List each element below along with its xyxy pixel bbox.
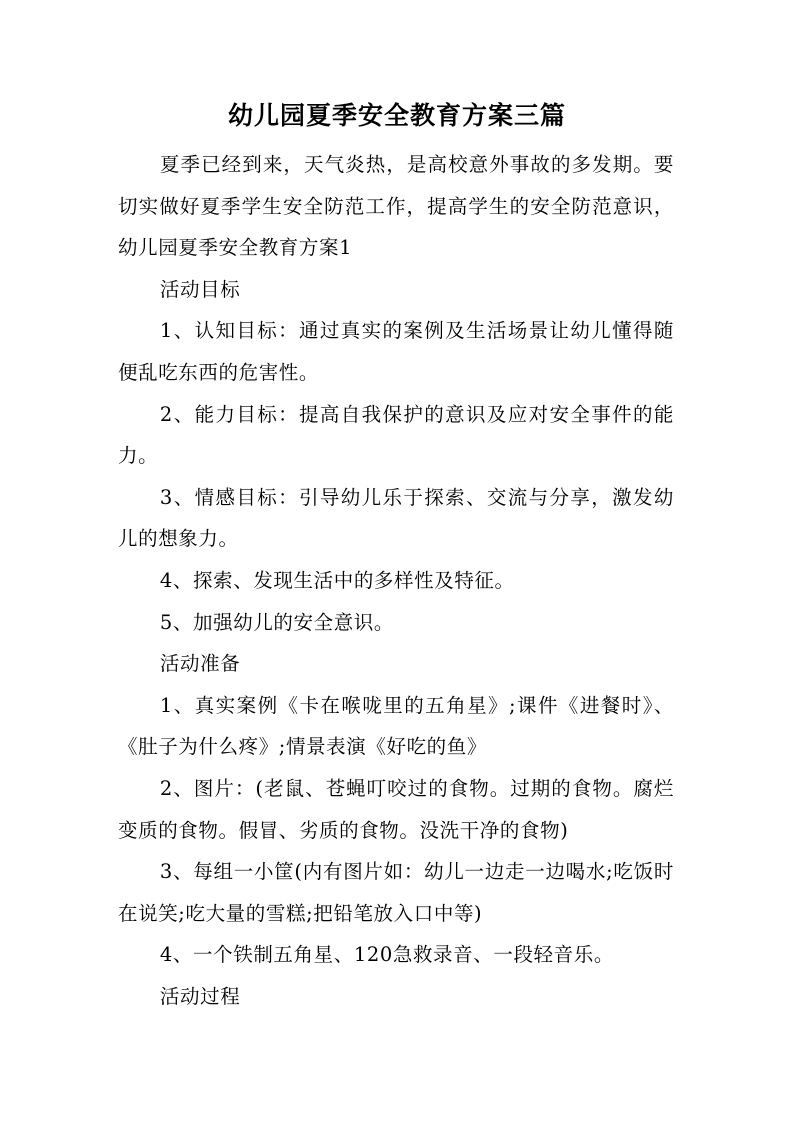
section-heading-goals: 活动目标 <box>159 277 241 301</box>
goal-item: 5、加强幼儿的安全意识。 <box>159 610 395 634</box>
section-heading-process: 活动过程 <box>159 984 241 1008</box>
document-title: 幼儿园夏季安全教育方案三篇 <box>227 101 566 130</box>
goal-item: 4、探索、发现生活中的多样性及特征。 <box>159 568 515 592</box>
preparation-item: 2、图片：(老鼠、苍蝇叮咬过的食物。过期的食物。腐烂变质的食物。假冒、劣质的食物。没洗干净的食物) <box>118 776 674 842</box>
preparation-item: 3、每组一小筐(内有图片如：幼儿一边走一边喝水;吃饭时在说笑;吃大量的雪糕;把铅笔放入口中等) <box>118 860 674 925</box>
preparation-item: 1、真实案例《卡在喉咙里的五角星》;课件《进餐时》、《肚子为什么疼》;情景表演《好吃的鱼》 <box>118 693 674 759</box>
goal-item: 3、情感目标：引导幼儿乐于探索、交流与分享，激发幼儿的想象力。 <box>118 485 674 551</box>
preparation-item: 4、一个铁制五角星、120急救录音、一段轻音乐。 <box>159 943 614 967</box>
goal-item: 2、能力目标：提高自我保护的意识及应对安全事件的能力。 <box>118 402 674 468</box>
goal-item: 1、认知目标：通过真实的案例及生活场景让幼儿懂得随便乱吃东西的危害性。 <box>118 319 674 384</box>
document-body <box>118 144 674 1017</box>
section-heading-preparation: 活动准备 <box>159 652 241 676</box>
intro-paragraph: 夏季已经到来，天气炎热，是高校意外事故的多发期。要切实做好夏季学生安全防范工作，提高学生的安全防范意识，幼儿园夏季安全教育方案1 <box>118 153 674 260</box>
